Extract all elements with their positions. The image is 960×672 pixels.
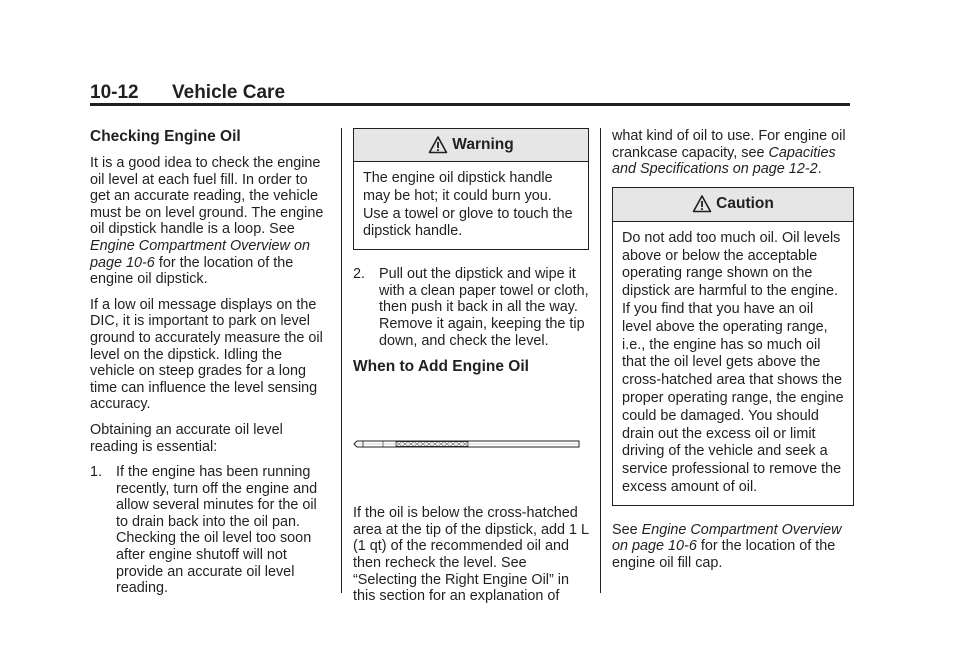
cross-reference-link[interactable]: Engine Compartment Overview on page 10-6 [612,521,842,555]
page-number: 10-12 [90,82,139,103]
step-1 [90,464,330,597]
page-header [90,82,850,104]
paragraph-intro: It is a good idea to check the engine oil level at each fuel fill. In order to get an accurate reading, the vehicle must be on level ground. The engine oil dipstick handle is a loop. See Engine Compartment Overview on page 10-6 for the location of the engine oil dipstick. [90,155,324,288]
step-2 [353,266,589,349]
step-number: 2. [353,266,366,283]
cross-reference-link[interactable]: Capacities and Specifications on page 12-2 [612,144,836,178]
column-1 [90,128,330,606]
column-2 [353,128,589,614]
dipstick-illustration [353,385,589,505]
column-divider-1 [341,128,342,593]
dipstick-drawing [353,437,581,451]
step-text: If the engine has been running recently, turn off the engine and allow several minutes for the oil to drain back into the oil pan. Checking the oil level too soon after engine shutoff will not provide an accurate oil level reading. [116,464,318,597]
step-number: 1. [90,464,103,481]
warning-box [353,128,589,250]
heading-checking-engine-oil: Checking Engine Oil [90,128,241,145]
caution-triangle-icon [692,194,712,214]
warning-title: Warning [452,135,514,153]
step-text: Pull out the dipstick and wipe it with a clean paper towel or cloth, then push it back in all the way. Remove it again, keeping the tip down, and check the level. [379,266,589,349]
caution-box [612,187,854,506]
paragraph-oil-type: what kind of oil to use. For engine oil crankcase capacity, see Capacities and Specifications on page 12-2. [612,128,846,178]
paragraph-fill-cap: See Engine Compartment Overview on page 10-6 for the location of the engine oil fill cap. [612,521,842,571]
heading-when-to-add-oil: When to Add Engine Oil [353,358,529,376]
caution-title: Caution [716,194,774,212]
caution-body: Do not add too much oil. Oil levels above or below the acceptable operating range shown on the dipstick are harmful to the engine. If you find that you have an oil level above the operating range, i.e., the engine has so much oil that the oil level gets above the cross-hatched area that shows the proper operating range, the engine could be damaged. You should drain out the excess oil or limit driving of the vehicle and seek a service professional to remove the excess amount of oil. [622,229,844,495]
paragraph-low-oil: If a low oil message displays on the DIC, it is important to park on level ground to accurately measure the oil level on the dipstick. Idling the vehicle on steep grades for a long time can influence the level sensing accuracy. [90,296,323,413]
warning-triangle-icon [428,135,448,155]
paragraph-accurate-reading: Obtaining an accurate oil level reading is essential: [90,421,283,455]
column-divider-2 [600,128,601,593]
column-3 [612,128,854,581]
section-title: Vehicle Care [172,82,286,103]
header-rule [90,103,850,106]
warning-header [354,129,588,162]
caution-header [613,188,853,222]
cross-reference-link[interactable]: Engine Compartment Overview on page 10-6 [90,237,310,271]
paragraph-add-oil: If the oil is below the cross-hatched area at the tip of the dipstick, add 1 L (1 qt) of the recommended oil and then recheck the level. See “Selecting the Right Engine Oil” in this section for an explanation of [353,505,589,605]
warning-body: The engine oil dipstick handle may be hot; it could burn you. Use a towel or glove to touch the dipstick handle. [363,170,573,240]
